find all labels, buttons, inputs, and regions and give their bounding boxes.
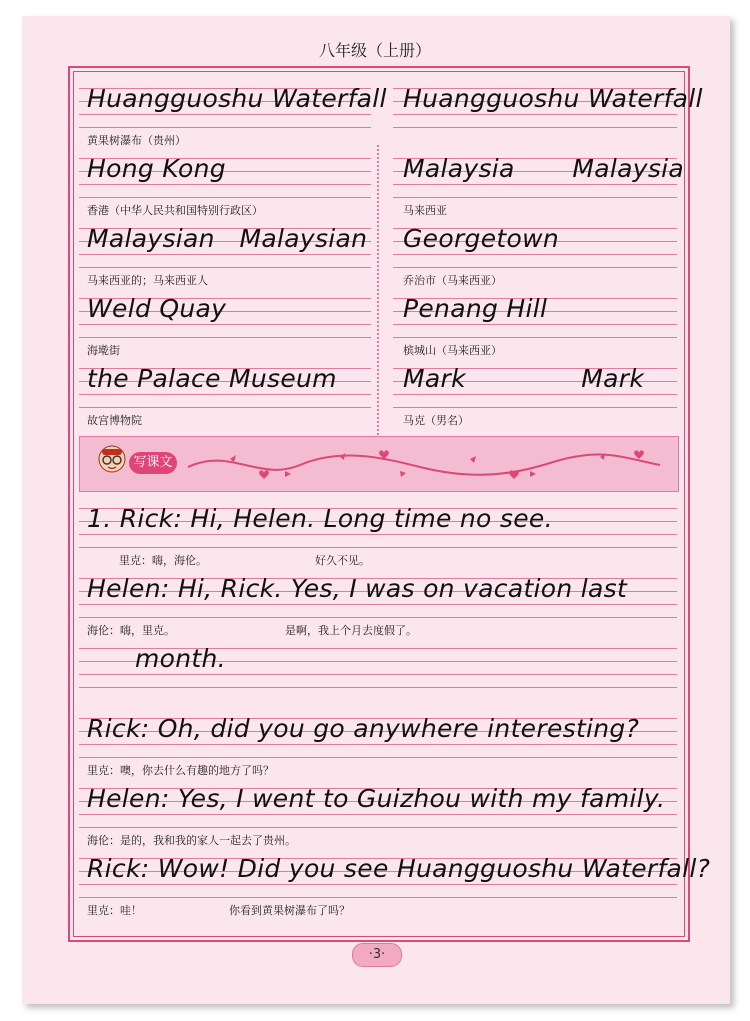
vocab-word: Huangguoshu Waterfall [403,84,703,113]
vocab-word: Malaysia Malaysia [403,154,685,183]
vocab-row-right-4 [393,292,677,357]
vocab-translation: 乔治市（马来西亚） [403,274,502,287]
dialogue-translation-b: 你看到黄果树瀑布了吗？ [229,904,350,917]
vocab-word: Malaysian Malaysian [87,224,368,253]
dialogue-translation-a: 海伦：是的，我和我的家人一起去了贵州。 [87,834,296,847]
dialogue-translation-a: 里克：嗨，海伦。 [119,554,207,567]
dialogue-line-5 [79,782,677,847]
vocab-row-left-4 [79,292,371,357]
page-title: 八年级（上册） [318,41,431,60]
page-number: ·3· [352,943,402,967]
vocab-translation: 马克（男名） [403,414,469,427]
dialogue-line-2 [79,572,677,637]
vocab-row-right-5 [393,362,677,427]
dialogue-line-4 [79,712,677,777]
column-divider [377,145,379,435]
dialogue-text: Rick: Wow! Did you see Huangguoshu Waterfall? [87,854,711,883]
vocab-word: the Palace Museum [87,364,337,393]
vocab-row-right-1 [393,82,703,134]
dialogue-translation-b: 是啊，我上个月去度假了。 [285,624,417,637]
dialogue-text: month. [135,644,226,673]
vocab-row-right-3 [393,222,677,287]
dialogue-text: 1. Rick: Hi, Helen. Long time no see. [87,504,553,533]
vocab-row-left-5 [79,362,371,427]
vocab-translation: 故宫博物院 [87,414,142,427]
vocab-word: Hong Kong [87,154,226,183]
dialogue-translation-b: 好久不见。 [315,554,370,567]
vocab-translation: 马来西亚 [403,204,447,217]
dialogue-line-1 [79,502,677,567]
vocab-translation: 香港（中华人民共和国特别行政区） [87,204,263,217]
dialogue-translation-a: 里克：噢，你去什么有趣的地方了吗？ [87,764,274,777]
vocab-word: Penang Hill [403,294,548,323]
vocab-word: Weld Quay [87,294,227,323]
dialogue-text: Helen: Yes, I went to Guizhou with my family. [87,784,666,813]
vocab-row-right-2 [393,152,685,217]
vocab-translation: 黄果树瀑布（贵州） [87,134,186,147]
dialogue-translation-a: 海伦：嗨，里克。 [87,624,175,637]
vocab-translation: 槟城山（马来西亚） [403,344,502,357]
vocab-translation: 海墘街 [87,344,120,357]
vocab-word: Huangguoshu Waterfall [87,84,387,113]
vocab-row-left-3 [79,222,371,287]
section-badge: 写课文 [129,452,177,474]
vocab-row-left-1 [79,82,387,147]
dialogue-translation-a: 里克：哇！ [87,904,142,917]
vocab-word: Mark Mark [403,364,645,393]
vocab-row-left-2 [79,152,371,217]
vocab-translation: 马来西亚的；马来西亚人 [87,274,208,287]
dialogue-text: Helen: Hi, Rick. Yes, I was on vacation last [87,574,628,603]
vocab-word: Georgetown [403,224,559,253]
dialogue-text: Rick: Oh, did you go anywhere interesting? [87,714,640,743]
dialogue-line-3 [79,642,677,694]
dialogue-line-6 [79,852,711,917]
